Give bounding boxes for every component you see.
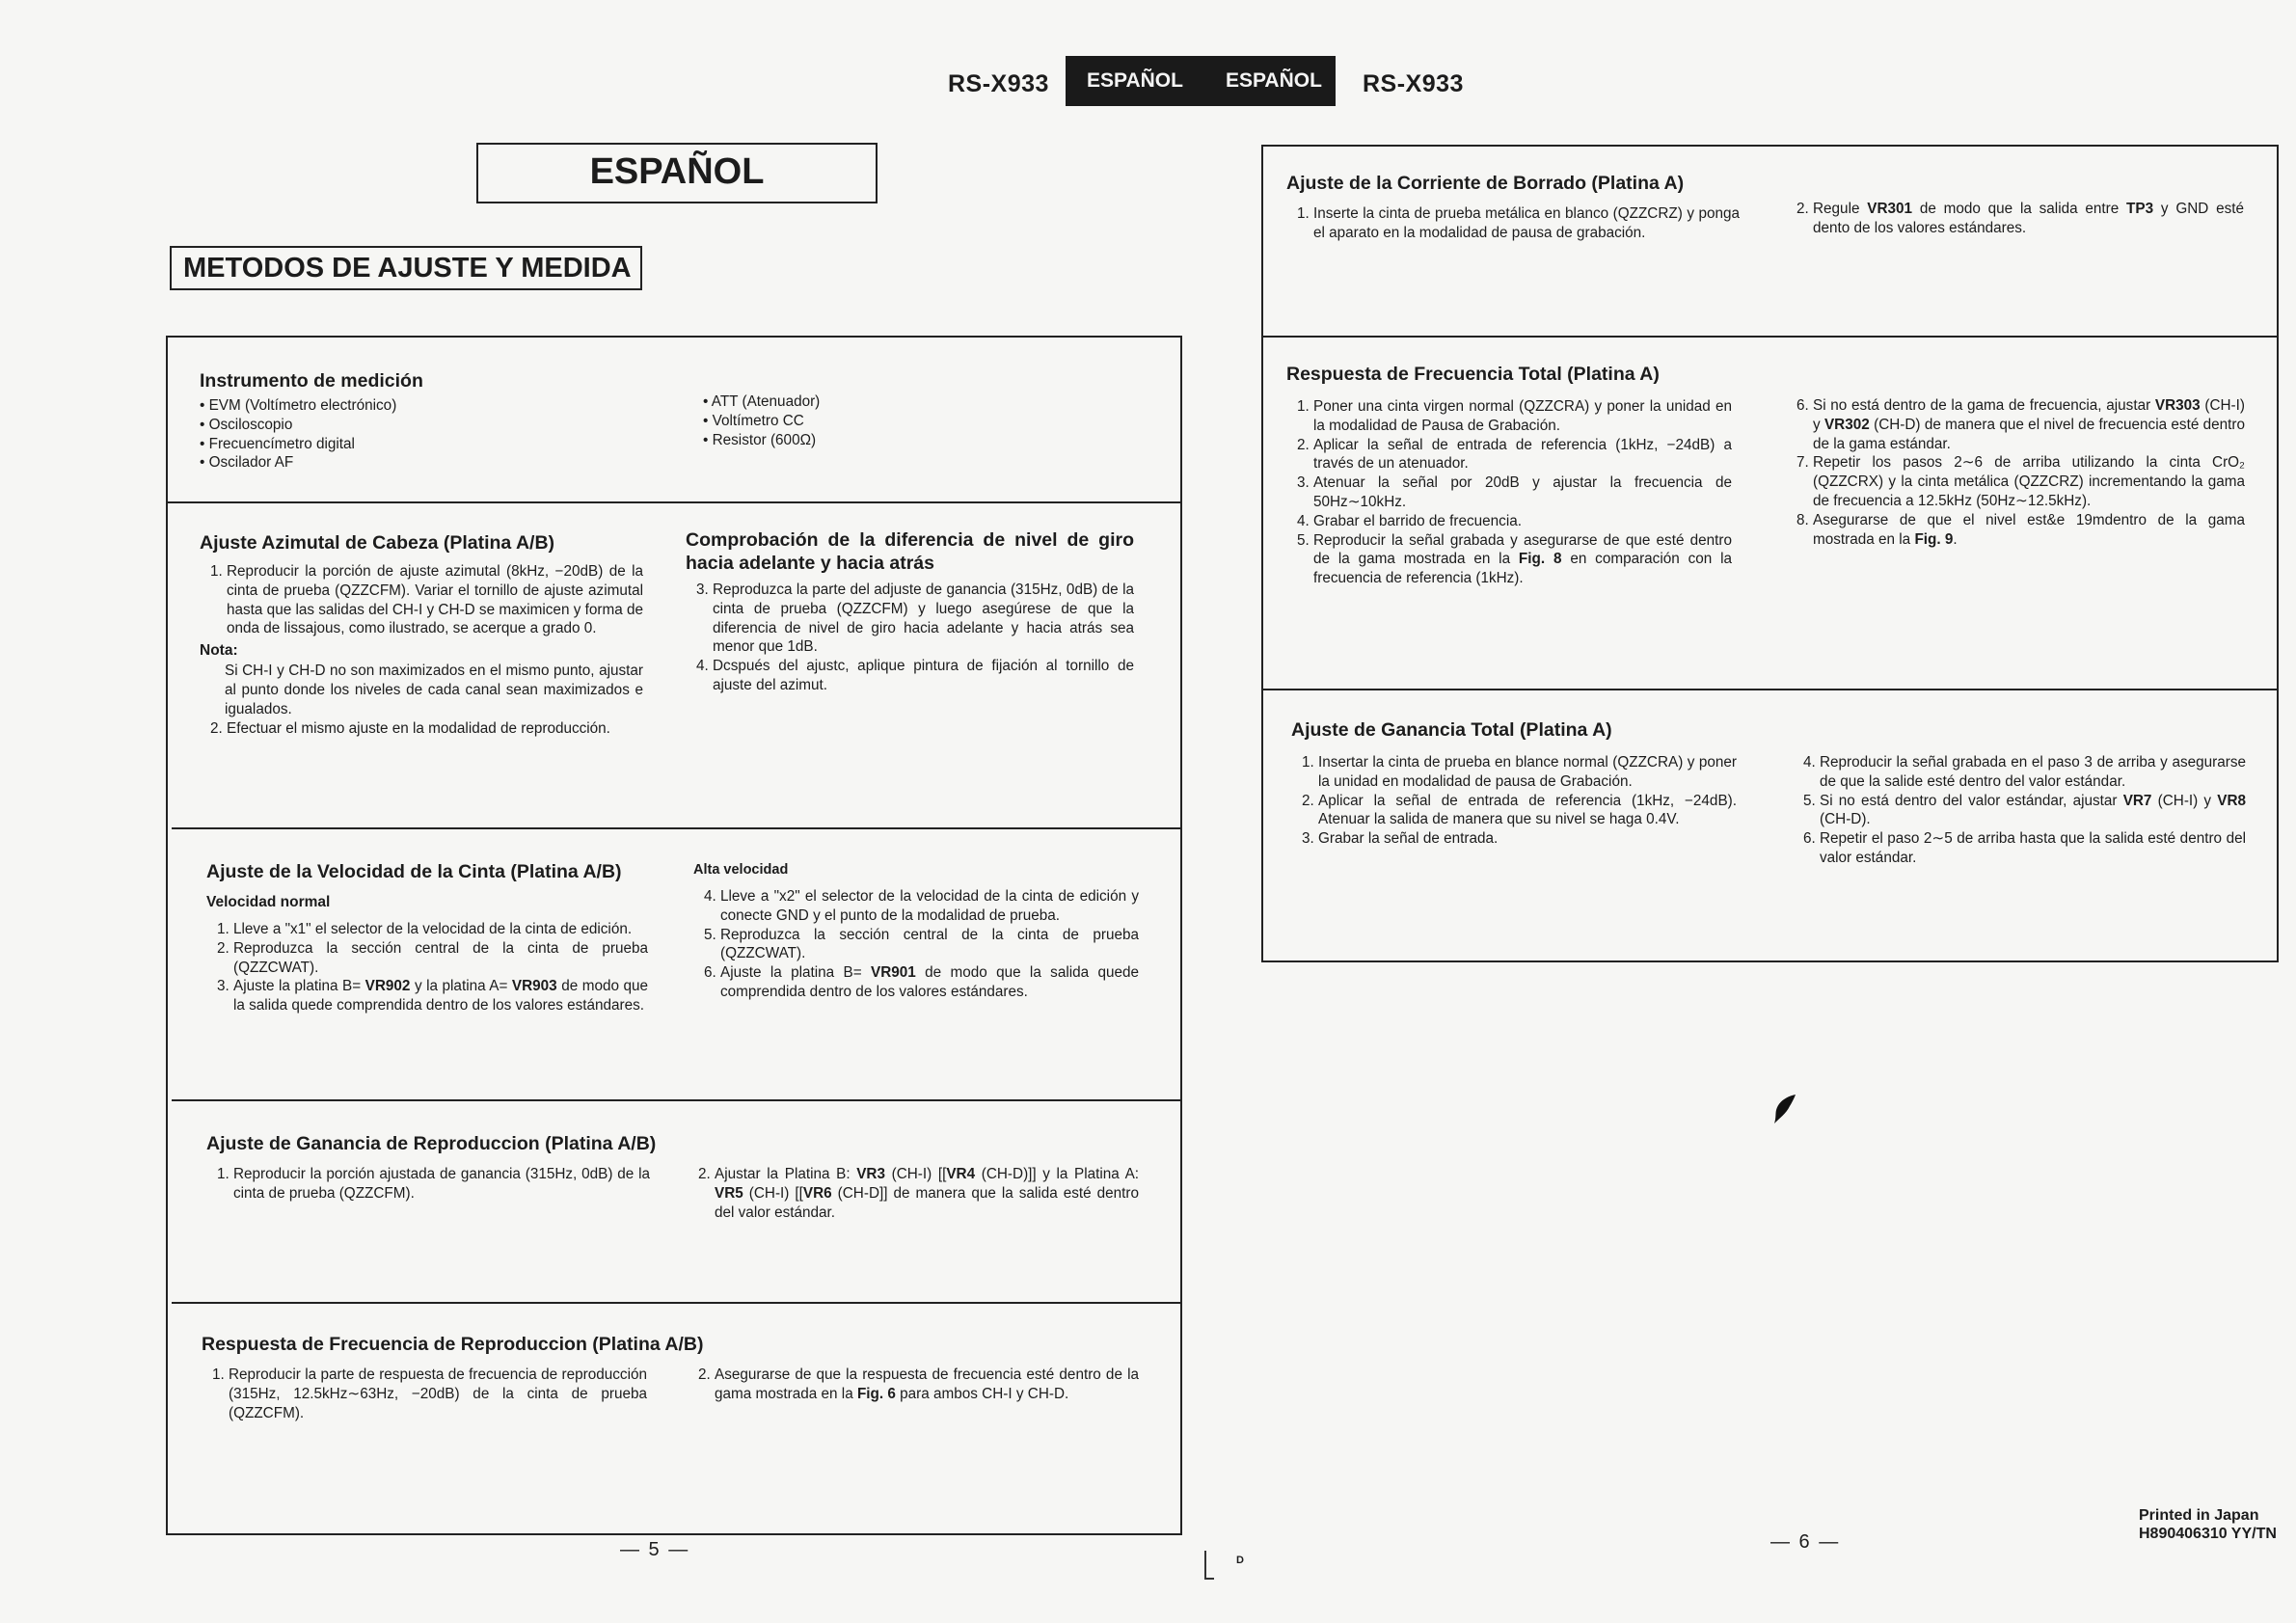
total-gain-section bbox=[1291, 718, 1737, 849]
list-item: 2. Reproduzca la sección central de la cinta de prueba (QZZCWAT). bbox=[233, 939, 648, 978]
erase-col2 bbox=[1786, 200, 2244, 238]
total-gain-col2 bbox=[1793, 753, 2246, 868]
list-item: 1. Lleve a "x1" el selector de la velocidad de la cinta de edición. bbox=[233, 920, 648, 939]
divider bbox=[172, 1099, 1182, 1101]
list-item: 4. Lleve a "x2" el selector de la velocidad de la cinta de edición y conecte GND y el punto de la modalidad de prueba. bbox=[720, 887, 1139, 926]
playback-freq-col2 bbox=[688, 1366, 1139, 1404]
text: VR901 bbox=[871, 964, 916, 982]
text: Fig. 6 bbox=[856, 1385, 896, 1402]
total-freq-col2 bbox=[1786, 396, 2245, 549]
erase-section bbox=[1286, 172, 1740, 243]
fold-mark bbox=[1204, 1551, 1206, 1580]
page-number-right: — 6 — bbox=[1770, 1531, 1841, 1553]
list-item: 3. Atenuar la señal por 20dB y ajustar la frecuencia de 50Hz∼10kHz. bbox=[1313, 473, 1732, 512]
text: Si no está dentro del valor estándar, ajustar bbox=[1820, 792, 2118, 809]
text: VR3 bbox=[856, 1166, 885, 1182]
list-item: 4. Dcspués del ajustc, aplique pintura de fijación al tornillo de ajuste del azimut. bbox=[713, 657, 1134, 695]
margin-mark: D bbox=[1236, 1555, 1244, 1566]
azimuth-section bbox=[200, 531, 643, 738]
speed-section bbox=[206, 860, 648, 1015]
text: Ajustar la Platina B: bbox=[715, 1166, 851, 1182]
text: de modo que la salida quede comprendida dentro de los valores estándares. bbox=[720, 964, 1140, 1000]
text: (CH-I) [[ bbox=[748, 1184, 803, 1202]
printed-in-japan: Printed in Japan bbox=[2139, 1507, 2259, 1524]
text: Ajuste la platina B= bbox=[233, 978, 362, 995]
total-freq-heading: Respuesta de Frecuencia Total (Platina A) bbox=[1286, 364, 1660, 385]
divider bbox=[172, 1302, 1182, 1304]
text: VR8 bbox=[2217, 792, 2247, 809]
list-item: 2. Aplicar la señal de entrada de referencia (1kHz, −24dB) a través de un atenuador. bbox=[1313, 436, 1732, 474]
playback-gain-col2 bbox=[688, 1165, 1139, 1222]
level-diff-heading: Comprobación de la diferencia de nivel de giro hacia adelante y hacia atrás bbox=[686, 529, 1134, 574]
text: VR301 bbox=[1867, 201, 1913, 217]
text: . bbox=[1953, 530, 1958, 548]
text: VR903 bbox=[511, 978, 557, 995]
list-item: 4. Reproducir la señal grabada en el paso 3 de arriba y asegurarse de que la salide esté dentro del valor estándar. bbox=[1820, 753, 2246, 792]
text: Si no está dentro de la gama de frecuencia, ajustar bbox=[1813, 397, 2151, 414]
text: (CH-D)]] y la Platina A: bbox=[981, 1166, 1140, 1182]
divider bbox=[1263, 336, 2279, 338]
speed-heading: Ajuste de la Velocidad de la Cinta (Platina A/B) bbox=[206, 861, 622, 882]
list-item: • Frecuencímetro digital bbox=[200, 435, 682, 454]
text: VR302 bbox=[1823, 416, 1870, 433]
ink-blot-icon bbox=[1772, 1093, 1797, 1125]
list-item: • Oscilador AF bbox=[200, 453, 682, 473]
text: en comparación con la frecuencia de referencia (1kHz). bbox=[1313, 551, 1732, 587]
instrument-section bbox=[200, 369, 682, 473]
list-item: 3. Grabar la señal de entrada. bbox=[1318, 829, 1737, 849]
list-item: • Resistor (600Ω) bbox=[703, 431, 1089, 450]
text: (CH-D]] de manera que la salida esté dentro del valor estándar. bbox=[715, 1184, 1139, 1221]
list-item: 1. Reproducir la parte de respuesta de frecuencia de reproducción (315Hz, 12.5kHz∼63Hz, −20dB) de la cinta de prueba (QZZCFM). bbox=[229, 1366, 647, 1422]
list-item: 5. Reproduzca la sección central de la cinta de prueba (QZZCWAT). bbox=[720, 926, 1139, 964]
header-model-right: RS-X933 bbox=[1363, 70, 1464, 97]
playback-freq-heading: Respuesta de Frecuencia de Reproduccion (Platina A/B) bbox=[202, 1334, 704, 1355]
text: (CH-D) de manera que el nivel de frecuencia esté dentro de la gama estándar. bbox=[1813, 416, 2246, 452]
note-text: Si CH-I y CH-D no son maximizados en el mismo punto, ajustar al punto donde los niveles de cada canal sean maximizados e igualados. bbox=[225, 663, 643, 717]
total-freq-section bbox=[1286, 363, 1732, 588]
divider bbox=[1263, 689, 2279, 690]
header-language-bar bbox=[1066, 56, 1336, 106]
text: para ambos CH-I y CH-D. bbox=[900, 1385, 1069, 1402]
list-item bbox=[720, 963, 1139, 1002]
text: y GND esté dento de los valores estándares. bbox=[1813, 201, 2245, 236]
list-item: • EVM (Voltímetro electrónico) bbox=[200, 396, 682, 416]
page-number-left: — 5 — bbox=[620, 1539, 690, 1560]
text: VR902 bbox=[365, 978, 411, 995]
list-item: • Osciloscopio bbox=[200, 416, 682, 435]
erase-heading: Ajuste de la Corriente de Borrado (Platina A) bbox=[1286, 173, 1685, 194]
divider bbox=[166, 501, 1182, 503]
text: VR303 bbox=[2154, 397, 2201, 414]
playback-freq-section bbox=[202, 1333, 704, 1422]
text: Fig. 8 bbox=[1518, 551, 1562, 568]
text: VR6 bbox=[802, 1184, 832, 1202]
note-label: Nota: bbox=[200, 642, 238, 660]
list-item: 1. Inserte la cinta de prueba metálica en blanco (QZZCRZ) y ponga el aparato en la modalidad de pausa de grabación. bbox=[1313, 204, 1740, 243]
list-item: 7. Repetir los pasos 2∼6 de arriba utilizando la cinta CrO₂ (QZZCRX) y la cinta metálica (QZZCRZ) incrementando la gama de frecuencia a 12.5kHz (50Hz∼12.5kHz). bbox=[1813, 453, 2245, 510]
level-diff-section bbox=[686, 528, 1134, 695]
right-top-border bbox=[1263, 145, 2279, 147]
text: Fig. 9 bbox=[1914, 530, 1954, 548]
azimuth-heading: Ajuste Azimutal de Cabeza (Platina A/B) bbox=[200, 532, 555, 554]
list-item: 2. Aplicar la señal de entrada de referencia (1kHz, −24dB). Atenuar la salida de manera que su nivel se haga 0.4V. bbox=[1318, 792, 1737, 830]
list-item: 1. Poner una cinta virgen normal (QZZCRA) y poner la unidad en la modalidad de Pausa de Grabación. bbox=[1313, 397, 1732, 436]
divider bbox=[172, 827, 1182, 829]
normal-speed-label: Velocidad normal bbox=[206, 894, 331, 910]
list-item bbox=[1813, 200, 2244, 238]
list-item: 1. Insertar la cinta de prueba en blance normal (QZZCRA) y poner la unidad en modalidad de pausa de Grabación. bbox=[1318, 753, 1737, 792]
text: Asegurarse de que el nivel est&e 19mdentro de la gama mostrada en la bbox=[1813, 511, 2245, 548]
playback-gain-heading: Ajuste de Ganancia de Reproduccion (Platina A/B) bbox=[206, 1133, 657, 1154]
list-item bbox=[1313, 531, 1732, 588]
text: Asegurarse de que la respuesta de frecuencia esté dentro de la gama mostrada en la bbox=[715, 1366, 1139, 1402]
right-vertical-border bbox=[1261, 145, 1263, 962]
list-item bbox=[715, 1366, 1139, 1404]
text: (CH-D). bbox=[1820, 811, 1871, 828]
right-vertical-border bbox=[2277, 145, 2279, 962]
text: y la platina A= bbox=[414, 978, 508, 995]
list-item: 3. Reproduzca la parte del adjuste de ganancia (315Hz, 0dB) de la cinta de prueba (QZZCFM) y luego asegúrese de que la diferencia de nivel de giro hacia adelante y hacia atrás sea menor que 1dB. bbox=[713, 581, 1134, 657]
list-item bbox=[233, 977, 648, 1015]
print-code: H890406310 YY/TN bbox=[2139, 1526, 2277, 1542]
text: Ajuste la platina B= bbox=[720, 964, 862, 982]
text: VR7 bbox=[2122, 792, 2152, 809]
list-item: 1. Reproducir la porción de ajuste azimutal (8kHz, −20dB) de la cinta de prueba (QZZCFM). Variar el tornillo de ajuste azimutal hasta que las salidas del CH-I y CH-D se maximicen y forma de onda de lissajous, como ilustrado, se acerque a grado 0. bbox=[227, 562, 643, 638]
list-item bbox=[1820, 792, 2246, 830]
header-lang-right: ESPAÑOL bbox=[1225, 69, 1322, 92]
list-item: 6. Repetir el paso 2∼5 de arriba hasta que la salida esté dentro del valor estándar. bbox=[1820, 829, 2246, 868]
speed-section-col2 bbox=[693, 860, 1139, 1002]
text: VR4 bbox=[946, 1166, 976, 1182]
list-item: 1. Reproducir la porción ajustada de ganancia (315Hz, 0dB) de la cinta de prueba (QZZCFM). bbox=[233, 1165, 650, 1204]
list-item bbox=[1813, 511, 2245, 550]
list-item bbox=[1813, 396, 2245, 453]
text: VR5 bbox=[715, 1184, 743, 1202]
text: Reproducir la señal grabada y asegurarse de que esté dentro de la gama mostrada en la bbox=[1313, 531, 1732, 568]
text: Regule bbox=[1813, 201, 1860, 217]
divider bbox=[1263, 960, 2279, 962]
playback-gain-section bbox=[206, 1132, 657, 1204]
list-item bbox=[715, 1165, 1139, 1222]
text: (CH-I) y bbox=[1813, 397, 2245, 433]
section-subtitle: METODOS DE AJUSTE Y MEDIDA bbox=[170, 246, 642, 290]
instrument-heading: Instrumento de medición bbox=[200, 370, 423, 392]
list-item: • Voltímetro CC bbox=[703, 412, 1089, 431]
list-item: 4. Grabar el barrido de frecuencia. bbox=[1313, 512, 1732, 531]
text: TP3 bbox=[2126, 201, 2154, 217]
text: de modo que la salida entre bbox=[1919, 201, 2120, 217]
instrument-section-col2 bbox=[703, 392, 1089, 449]
header-lang-left: ESPAÑOL bbox=[1087, 69, 1183, 92]
printed-info bbox=[2139, 1506, 2277, 1543]
list-item: 2. Efectuar el mismo ajuste en la modalidad de reproducción. bbox=[227, 719, 643, 739]
header-model-left: RS-X933 bbox=[948, 70, 1049, 97]
high-speed-label: Alta velocidad bbox=[693, 862, 789, 878]
list-item: • ATT (Atenuador) bbox=[703, 392, 1089, 412]
text: (CH-I) y bbox=[2157, 792, 2212, 809]
total-gain-heading: Ajuste de Ganancia Total (Platina A) bbox=[1291, 719, 1612, 741]
page-title: ESPAÑOL bbox=[476, 143, 878, 203]
text: de modo que la salida quede comprendida dentro de los valores estándares. bbox=[233, 978, 649, 1014]
fold-mark bbox=[1204, 1578, 1214, 1580]
text: (CH-I) [[ bbox=[891, 1166, 947, 1182]
